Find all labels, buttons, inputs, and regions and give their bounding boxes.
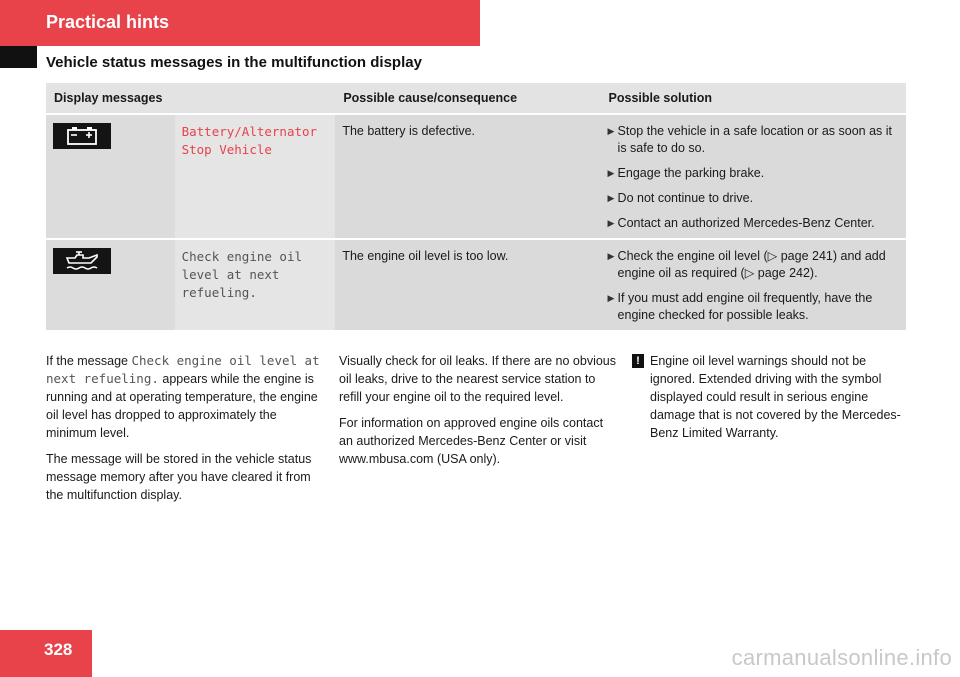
battery-icon [53, 123, 111, 149]
body-column-3 [632, 352, 907, 442]
page-number-box [0, 630, 92, 677]
paragraph: For information on approved engine oils contact an authorized Mercedes-Benz Center or visit www.mbusa.com (USA only). [339, 416, 604, 466]
table-row [46, 115, 906, 240]
bullet-arrow-icon: ▶ [607, 126, 615, 136]
body-column-2 [339, 352, 617, 476]
paragraph: If the message Check engine oil level at next refueling. appears while the engine is running and at operating temperature, the engine oil level has dropped to approximately the minimum level. [46, 353, 320, 440]
chapter-title: Practical hints [46, 12, 170, 32]
message-line: refueling. [181, 285, 257, 300]
header-display-messages: Display messages [46, 83, 335, 115]
body-column-1 [46, 352, 324, 512]
display-message [175, 115, 336, 240]
solution-list [601, 240, 906, 330]
oil-can-icon [53, 248, 111, 274]
bullet-arrow-icon: ▶ [607, 251, 615, 261]
bullet-arrow-icon: ▶ [607, 193, 615, 203]
table-row [46, 240, 906, 330]
status-messages-table [46, 83, 906, 330]
solution-list [601, 115, 906, 240]
bullet-arrow-icon: ▶ [607, 168, 615, 178]
header-bar [0, 0, 480, 46]
cause-text: The battery is defective. [335, 115, 600, 240]
warning-note [632, 352, 907, 442]
message-line: level at next [181, 267, 280, 282]
bullet-arrow-icon: ▶ [607, 293, 615, 303]
icon-cell [46, 115, 175, 240]
paragraph: Visually check for oil leaks. If there are no obvious oil leaks, drive to the nearest service station to refill your engine oil to the required level. [339, 354, 616, 404]
message-line: Check engine oil [181, 249, 303, 264]
bullet-arrow-icon: ▶ [607, 218, 615, 228]
table-header-row [46, 83, 906, 115]
side-marker [0, 46, 37, 68]
paragraph: The message will be stored in the vehicle status message memory after you have cleared it from the multifunction display. [46, 452, 312, 502]
solution-item: ▶ Check the engine oil level (▷ page 241) and add engine oil as required (▷ page 242). [607, 249, 886, 280]
solution-item: ▶ If you must add engine oil frequently, have the engine checked for possible leaks. [607, 291, 873, 322]
warning-icon: ! [632, 354, 644, 368]
display-message [175, 240, 336, 330]
solution-item: ▶ Engage the parking brake. [607, 166, 765, 180]
inline-display-message: Check engine oil level at next refueling. [46, 353, 320, 386]
header-cause: Possible cause/consequence [335, 83, 600, 115]
header-solution: Possible solution [601, 83, 906, 115]
warning-text: Engine oil level warnings should not be ignored. Extended driving with the symbol displayed could result in serious engine damage that is not covered by the Mercedes-Benz Limited Warranty. [650, 354, 901, 440]
page-number: 328 [44, 640, 73, 659]
solution-item: ▶ Stop the vehicle in a safe location or as soon as it is safe to do so. [607, 124, 893, 155]
message-line: Battery/Alternator [181, 124, 318, 139]
cause-text: The engine oil level is too low. [335, 240, 600, 330]
solution-item: ▶ Do not continue to drive. [607, 191, 754, 205]
solution-item: ▶ Contact an authorized Mercedes-Benz Center. [607, 216, 875, 230]
watermark: carmanualsonline.info [731, 645, 952, 670]
section-title: Vehicle status messages in the multifunction display [46, 54, 422, 71]
message-line: Stop Vehicle [181, 142, 272, 157]
icon-cell [46, 240, 175, 330]
